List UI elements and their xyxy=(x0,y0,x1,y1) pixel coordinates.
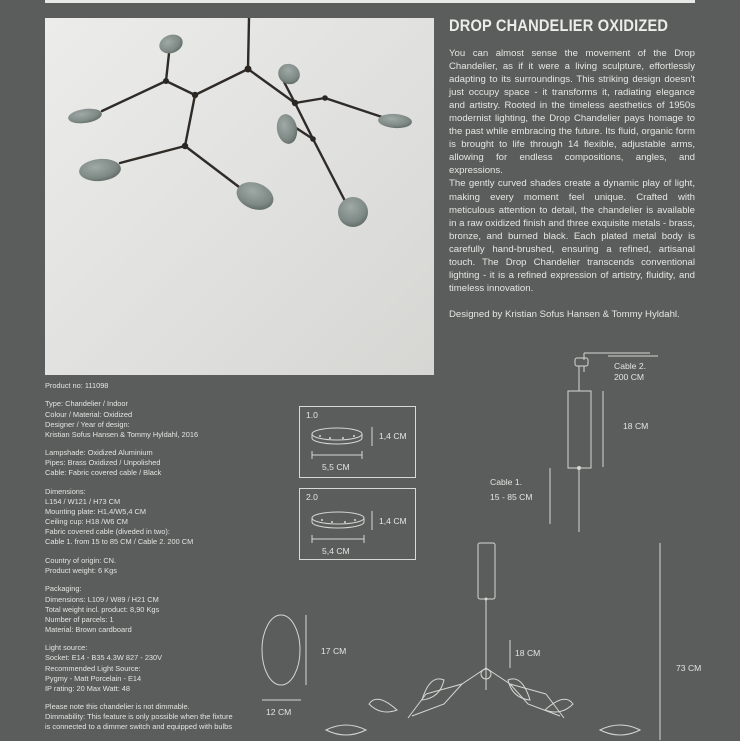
cable1-label: Cable 1. xyxy=(490,477,523,487)
description-paragraph-1: You can almost sense the movement of the Drop Chandelier, as if it were a living sculpture, effortlessly adapting to its surroundings. This striking design doesn't just occupy space - it transforms it, radiating elegance and artistry. Rooted in the timeless aesthetics of 1950s modernist lighting, the Drop Chandelier pays homage to the past while embracing the future. Its fluid, organic form is brought to life through 14 flexible, adjustable arms, allowing for endless compositions, angles, and expressions. xyxy=(449,48,695,177)
spec-line: Type: Chandelier / Indoor xyxy=(45,399,128,409)
spec-line: Pygmy - Matt Porcelain - E14 xyxy=(45,673,142,683)
cable2-length: 200 CM xyxy=(614,372,645,382)
spec-line: Dimmability: This feature is only possible when the fixture xyxy=(45,712,233,722)
spec-line: Kristian Sofus Hansen & Tommy Hyldahl, 2016 xyxy=(45,429,199,439)
spec-line: Number of parcels: 1 xyxy=(45,614,114,624)
spec-line: Fabric covered cable (diveded in two): xyxy=(45,527,170,537)
spec-line: Cable: Fabric covered cable / Black xyxy=(45,468,162,478)
spec-line: Socket: E14 - B35 4.3W 827 - 230V xyxy=(45,653,163,663)
cable2-label: Cable 2. xyxy=(614,361,647,371)
mounting-plate-v2-width: 5,4 CM xyxy=(322,546,350,556)
shade-width: 12 CM xyxy=(266,707,292,717)
spec-line: Light source: xyxy=(45,643,88,653)
spec-line: Colour / Material: Oxidized xyxy=(45,409,133,419)
spec-line: Mounting plate: H1,4/W5,4 CM xyxy=(45,507,147,517)
ceiling-cup-height: 18 CM xyxy=(623,421,649,431)
spec-line: Packaging: xyxy=(45,584,82,594)
fixture-total-height: 73 CM xyxy=(676,663,702,673)
spec-line: Ceiling cup: H18 /W6 CM xyxy=(45,517,128,527)
spec-line: Designer / Year of design: xyxy=(45,419,130,429)
mounting-plate-v2-label: 2.0 xyxy=(306,492,318,502)
fixture-top-height: 18 CM xyxy=(515,648,541,658)
spec-line: Please note this chandelier is not dimmable. xyxy=(45,702,190,712)
spec-line: Total weight incl. product: 8,90 Kgs xyxy=(45,604,160,614)
mounting-plate-v2-height: 1,4 CM xyxy=(379,516,407,526)
spec-line: Dimensions: xyxy=(45,486,86,496)
shade-height: 17 CM xyxy=(321,646,347,656)
spec-line: IP rating: 20 Max Watt: 48 xyxy=(45,683,131,693)
spec-line: Product no: 111098 xyxy=(45,381,109,390)
mounting-plate-v1-label: 1.0 xyxy=(306,410,318,420)
spec-line: Material: Brown cardboard xyxy=(45,624,132,634)
spec-line: Cable 1. from 15 to 85 CM / Cable 2. 200 CM xyxy=(45,537,194,547)
spec-line: Country of origin: CN. xyxy=(45,555,117,565)
product-title: DROP CHANDELIER OXIDIZED xyxy=(449,16,669,35)
mounting-plate-v1-height: 1,4 CM xyxy=(379,431,407,441)
cable1-length: 15 - 85 CM xyxy=(490,492,533,502)
spec-line: Recommended Light Source: xyxy=(45,663,141,673)
mounting-plate-v1-width: 5,5 CM xyxy=(322,462,350,472)
spec-line: Product weight: 6 Kgs xyxy=(45,565,117,575)
spec-line: Dimensions: L109 / W89 / H21 CM xyxy=(45,594,159,604)
spec-line: L154 / W121 / H73 CM xyxy=(45,497,121,507)
description-paragraph-2: The gently curved shades create a dynamic play of light, making every moment feel unique. Crafted with meticulous attention to detail, the chandelier is available in a raw oxidized finish and three exquisite metals - brass, bronze, and burned black. Each plated metal body is carefully hand-brushed, ensuring a refined, artisanal touch. The Drop Chandelier transcends conventional lighting - it is a refined expression of artistry, fluidity, and timeless innovation. xyxy=(449,178,695,294)
spec-line: Lampshade: Oxidized Aluminium xyxy=(45,448,153,458)
spec-line: is connected to a dimmer switch and equipped with bulbs xyxy=(45,722,232,732)
designed-by: Designed by Kristian Sofus Hansen & Tommy Hyldahl. xyxy=(449,308,680,320)
spec-line: Pipes: Brass Oxidized / Unpolished xyxy=(45,458,161,468)
